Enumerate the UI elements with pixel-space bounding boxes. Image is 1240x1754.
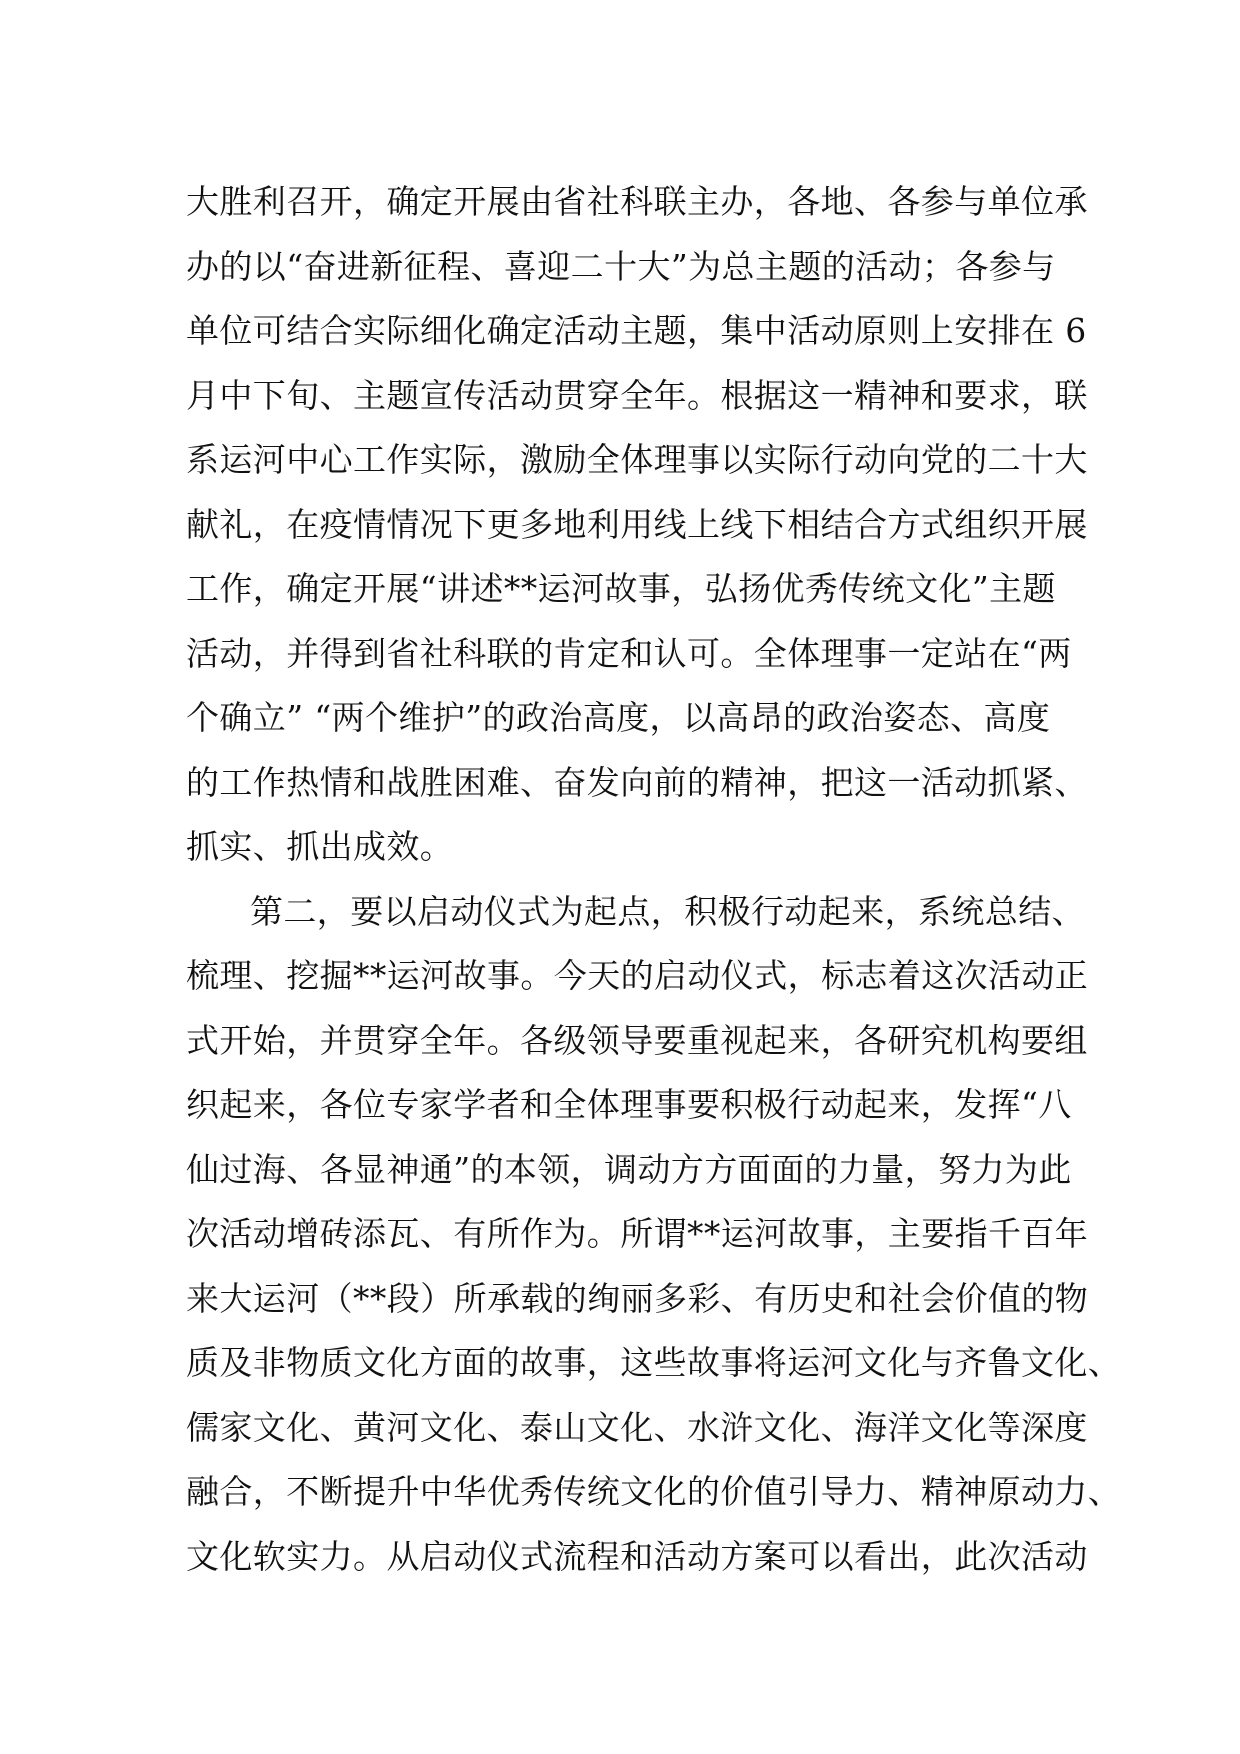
text-line: 儒家文化、黄河文化、泰山文化、水浒文化、海洋文化等深度 (186, 1407, 1088, 1447)
text-line: 活动，并得到省社科联的肯定和认可。全体理事一定站在“两 (186, 633, 1072, 673)
text-line: 融合，不断提升中华优秀传统文化的价值引导力、精神原动力、 (186, 1472, 1122, 1511)
text-line: 抓实、抓出成效。 (186, 827, 454, 866)
text-line: 个确立” “两个维护”的政治高度，以高昂的政治姿态、高度 (186, 698, 1051, 737)
text-line: 办的以“奋进新征程、喜迎二十大”为总主题的活动；各参与 (186, 246, 1056, 286)
text-line: 来大运河（**段）所承载的绚丽多彩、有历史和社会价值的物 (186, 1278, 1089, 1318)
text-line: 的工作热情和战胜困难、奋发向前的精神，把这一活动抓紧、 (186, 762, 1088, 802)
text-line: 次活动增砖添瓦、有所作为。所谓**运河故事，主要指千百年 (186, 1214, 1089, 1253)
text-line: 系运河中心工作实际，激励全体理事以实际行动向党的二十大 (186, 440, 1088, 479)
text-line: 大胜利召开，确定开展由省社科联主办，各地、各参与单位承 (186, 182, 1088, 221)
text-line: 月中下旬、主题宣传活动贯穿全年。根据这一精神和要求，联 (186, 375, 1088, 415)
text-line: 仙过海、各显神通”的本领，调动方方面面的力量，努力为此 (186, 1149, 1072, 1189)
text-line: 献礼，在疫情情况下更多地利用线上线下相结合方式组织开展 (186, 504, 1088, 544)
text-line: 单位可结合实际细化确定活动主题，集中活动原则上安排在 6 (186, 311, 1087, 350)
paragraph-first-line: 第二，要以启动仪式为起点，积极行动起来，系统总结、 (250, 891, 1085, 931)
body-text (186, 170, 1122, 1589)
text-line: 式开始，并贯穿全年。各级领导要重视起来，各研究机构要组 (186, 1020, 1088, 1060)
text-line: 质及非物质文化方面的故事，这些故事将运河文化与齐鲁文化、 (186, 1343, 1122, 1382)
text-line: 织起来，各位专家学者和全体理事要积极行动起来，发挥“八 (186, 1085, 1072, 1124)
text-line: 梳理、挖掘**运河故事。今天的启动仪式，标志着这次活动正 (186, 956, 1089, 995)
text-line: 工作，确定开展“讲述**运河故事，弘扬优秀传统文化”主题 (186, 569, 1056, 608)
text-line: 文化软实力。从启动仪式流程和活动方案可以看出，此次活动 (186, 1536, 1088, 1576)
